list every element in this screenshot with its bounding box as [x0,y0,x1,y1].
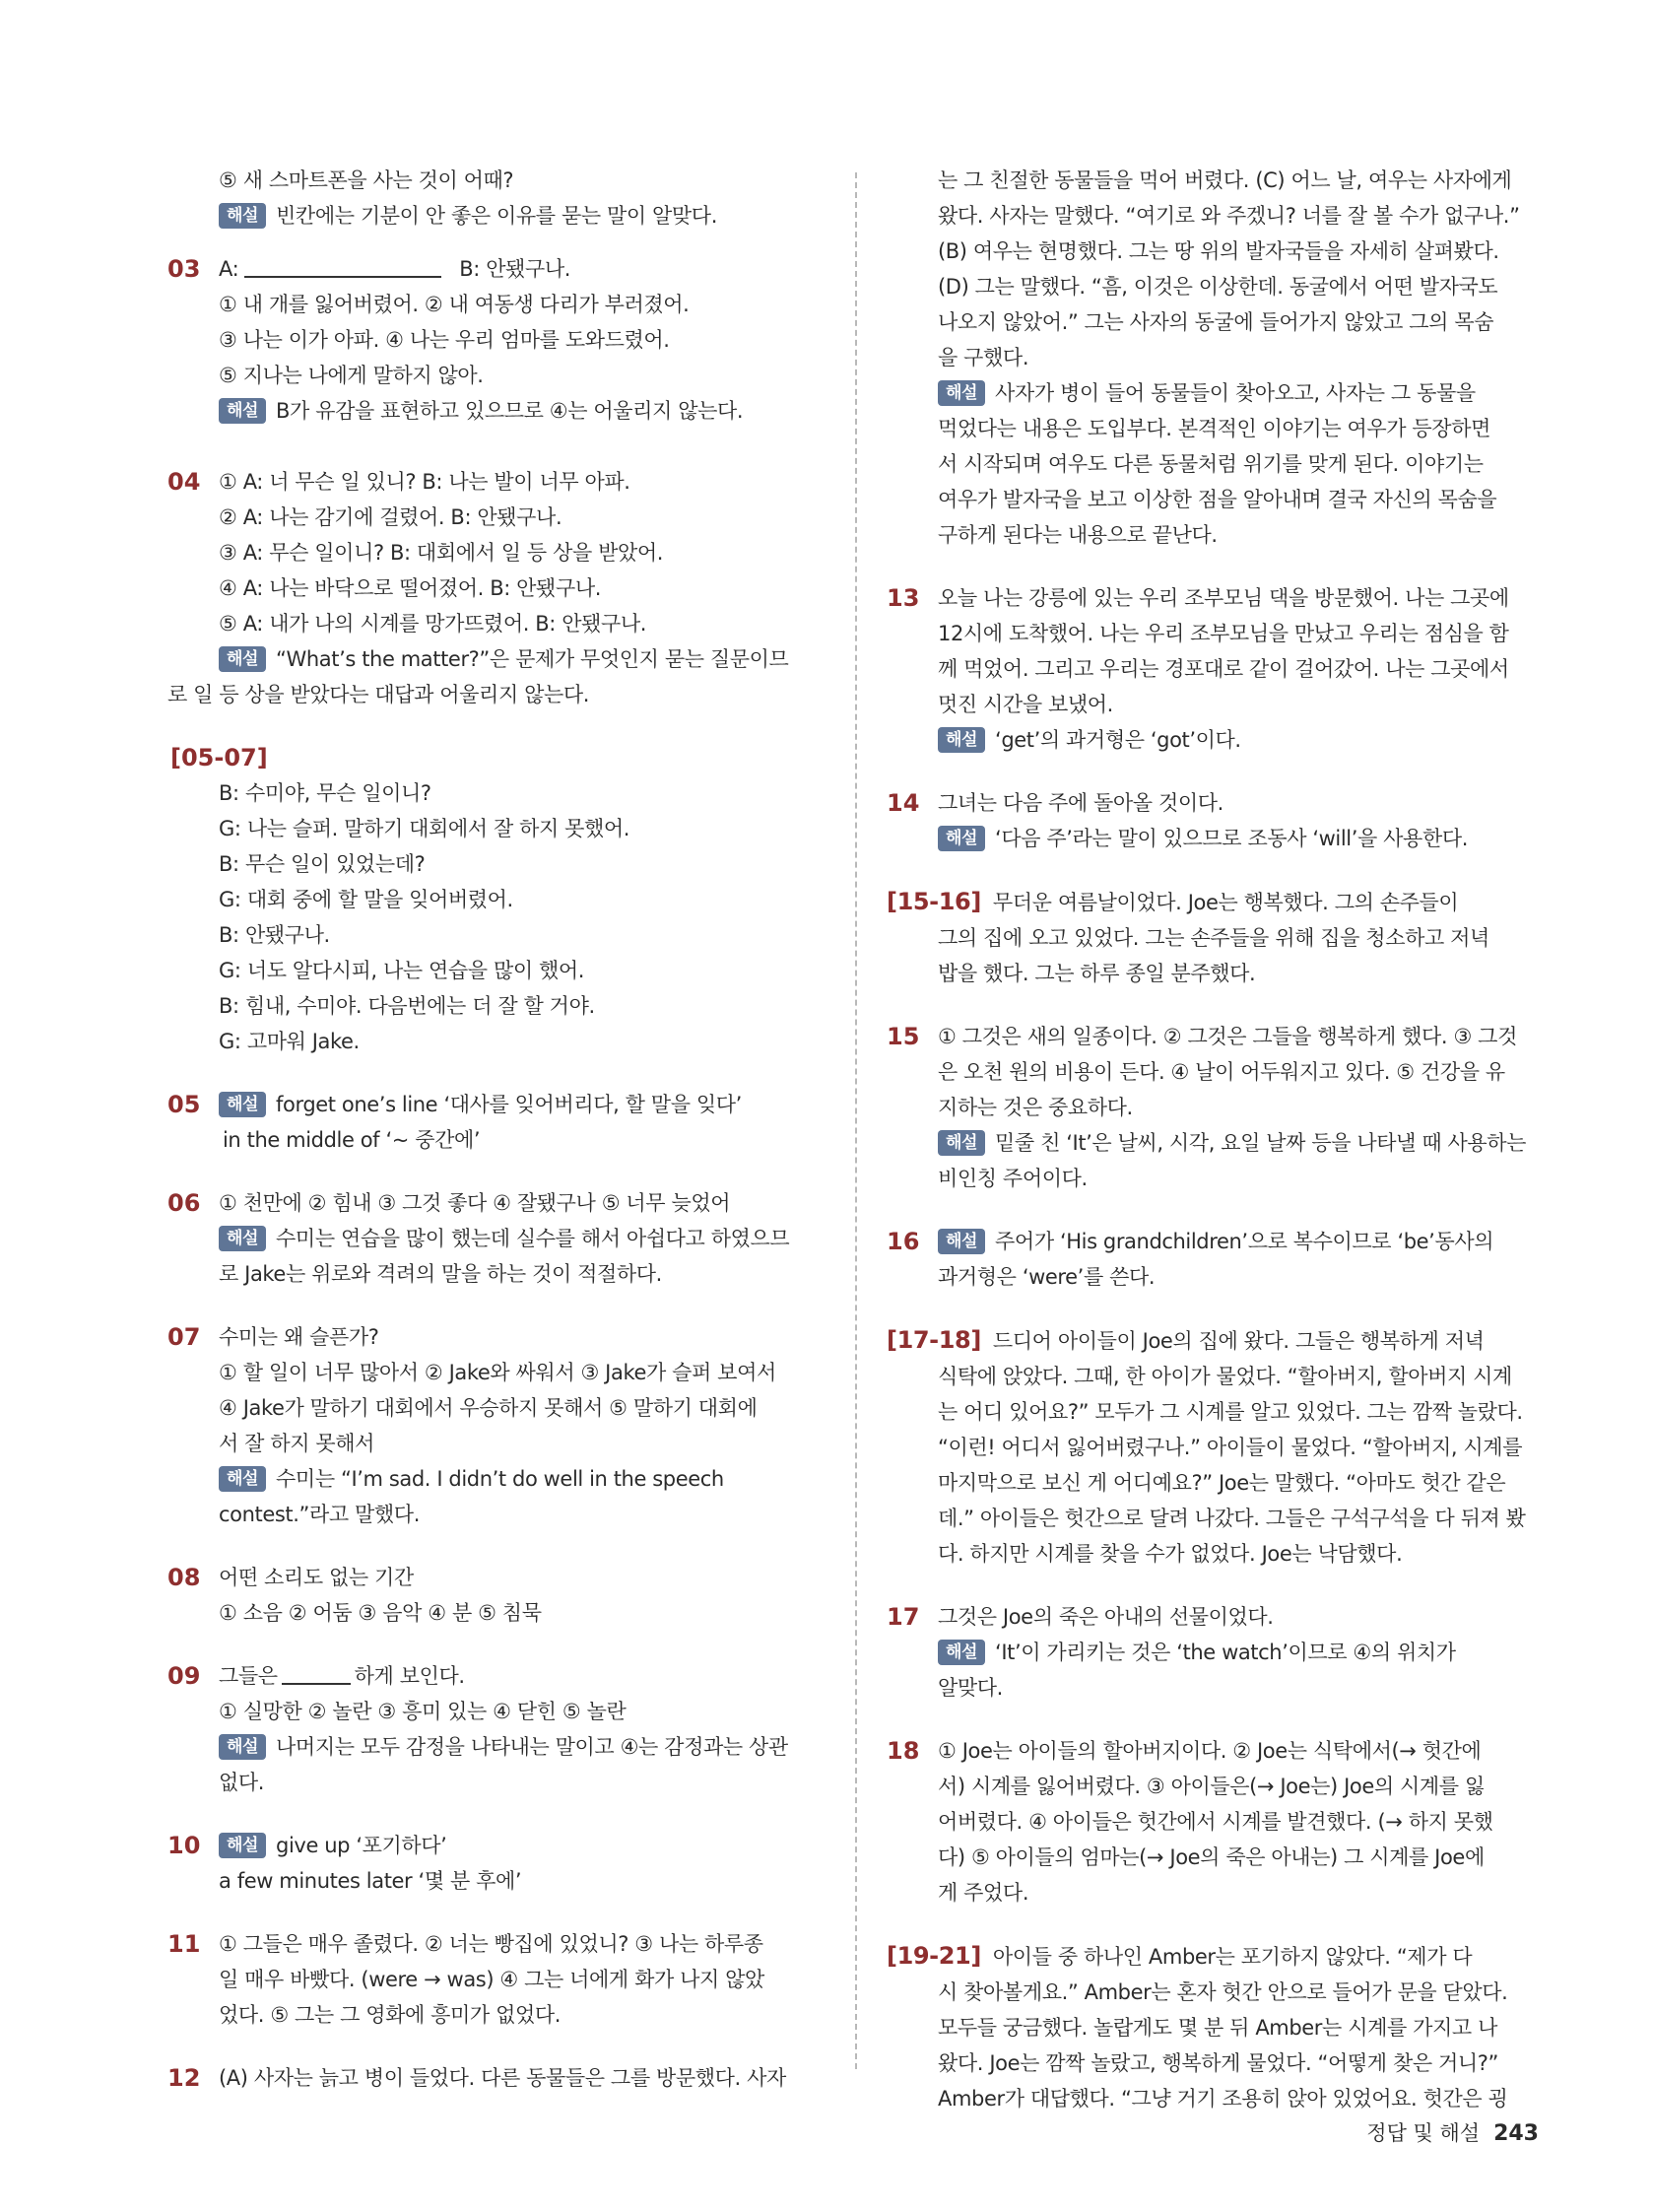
explanation [219,1828,818,1863]
passage-line: 12시에 도착했어. 나는 우리 조부모님을 만났고 우리는 점심을 함 [938,622,1509,645]
question-number: 11 [167,1930,201,1958]
section-15-16 [887,884,1537,991]
page-footer [1366,2118,1539,2149]
question-number: 08 [167,1564,201,1591]
explanation-text: ‘It’이 가리키는 것은 ‘the watch’이므로 ④의 위치가 [995,1641,1456,1664]
passage-line: 그녀는 다음 주에 돌아올 것이다. [938,791,1223,815]
passage-line: 왔다. 사자는 말했다. “여기로 와 주겠니? 너를 잘 볼 수가 없구나.” [938,204,1520,228]
passage-line: 는 어디 있어요?” 모두가 그 시계를 알고 있었다. 그는 깜짝 놀랐다. [938,1400,1523,1424]
section-title: [15-16] [887,888,981,915]
question-number: 18 [887,1737,920,1765]
passage-line: 밥을 했다. 그는 하루 종일 분주했다. [938,962,1256,985]
question-number: 06 [167,1189,201,1217]
option-line: 서 잘 하지 못해서 [219,1432,375,1455]
explanation-text: 밑줄 친 ‘It’은 날씨, 시각, 요일 날짜 등을 나타낼 때 사용하는 [995,1131,1527,1155]
explanation-text: B가 유감을 표현하고 있으므로 ④는 어울리지 않는다. [276,399,744,423]
passage-line: 오늘 나는 강릉에 있는 우리 조부모님 댁을 방문했어. 나는 그곳에 [938,586,1509,610]
explanation-badge: 해설 [219,203,266,229]
passage-line: (B) 여우는 현명했다. 그는 땅 위의 발자국들을 자세히 살펴봤다. [938,239,1499,263]
passage-line: 마지막으로 보신 게 어디예요?” Joe는 말했다. “아마도 헛간 같은 [938,1471,1506,1495]
speaker-b-text: B: 안됐구나. [459,257,571,281]
question-12-continued [887,163,1537,553]
option-line: ④ A: 나는 바닥으로 떨어졌어. B: 안됐구나. [219,576,601,600]
column-divider [855,172,857,2069]
option-line: ① 그것은 새의 일종이다. ② 그것은 그들을 행복하게 했다. ③ 그것 [938,1025,1517,1048]
option-line: ① 실망한 ② 놀란 ③ 흥미 있는 ④ 닫힌 ⑤ 놀란 [219,1700,627,1723]
dialogue-line: G: 대회 중에 할 말을 잊어버렸어. [219,888,513,911]
passage-line: 식탁에 앉았다. 그때, 한 아이가 물었다. “할아버지, 할아버지 시계 [938,1365,1512,1388]
explanation-badge: 해설 [938,1640,985,1665]
question-text [219,1658,818,1694]
dialogue-line: G: 너도 알다시피, 나는 연습을 많이 했어. [219,959,585,982]
explanation [938,1224,1537,1259]
explanation-text: 주어가 ‘His grandchildren’으로 복수이므로 ‘be’동사의 [995,1230,1494,1253]
footer-label: 정답 및 해설 [1366,2121,1481,2145]
option-line: ③ A: 무슨 일이니? B: 대회에서 일 등 상을 받았어. [219,541,664,565]
explanation-badge: 해설 [938,1130,985,1156]
explanation-badge: 해설 [219,1226,266,1251]
question-number: 09 [167,1662,201,1690]
explanation-cont: 없다. [219,1771,265,1794]
question-06 [167,1185,818,1292]
explanation-cont: 서 시작되며 여우도 다른 동물처럼 위기를 맞게 된다. 이야기는 [938,452,1484,476]
explanation-text: 수미는 “I’m sad. I didn’t do well in the speech [276,1467,724,1491]
option-line: 서) 시계를 잃어버렸다. ③ 아이들은(→ Joe는) Joe의 시계를 잃 [938,1775,1485,1798]
option-line: ① A: 너 무슨 일 있니? B: 나는 발이 너무 아파. [219,470,630,494]
explanation [938,722,1537,758]
dialogue-line: B: 안됐구나. [219,923,330,947]
question-text-part: 하게 보인다. [354,1664,465,1688]
section-title: [17-18] [887,1326,981,1354]
option-line: 다) ⑤ 아이들의 엄마는(→ Joe의 죽은 아내는) 그 시계를 Joe에 [938,1845,1485,1869]
explanation-text: 수미는 연습을 많이 했는데 실수를 해서 아쉽다고 하였으므 [276,1227,790,1250]
explanation [219,1221,818,1256]
left-column [167,163,818,2123]
question-07 [167,1319,818,1532]
dialogue-line: B: 수미야, 무슨 일이니? [219,781,431,805]
question-15 [887,1019,1537,1196]
passage-line: (A) 사자는 늙고 병이 들었다. 다른 동물들은 그를 방문했다. 사자 [219,2066,786,2090]
speaker-a-label: A: [219,257,239,281]
question-12 [167,2060,818,2096]
option-line: ① 내 개를 잃어버렸어. ② 내 여동생 다리가 부러졌어. [219,293,690,316]
question-05 [167,1087,818,1158]
question-number: 05 [167,1091,201,1118]
explanation-badge: 해설 [219,1466,266,1492]
explanation [219,1729,818,1765]
question-number: 04 [167,468,201,496]
option-line: ① Joe는 아이들의 할아버지이다. ② Joe는 식탁에서(→ 헛간에 [938,1739,1482,1763]
question-14 [887,785,1537,856]
explanation [938,821,1537,856]
section-17-18 [887,1322,1537,1572]
section-title: [19-21] [887,1942,981,1970]
explanation [938,375,1537,411]
explanation-badge: 해설 [938,380,985,406]
passage-text: 드디어 아이들이 Joe의 집에 왔다. 그들은 행복하게 저녁 [992,1329,1485,1353]
passage-line: 왔다. Joe는 깜짝 놀랐고, 행복하게 물었다. “어떻게 찾은 거니?” [938,2051,1498,2075]
option-line: ① 소음 ② 어둠 ③ 음악 ④ 분 ⑤ 침묵 [219,1601,542,1625]
section-19-21 [887,1938,1537,2116]
explanation-cont: 구하게 된다는 내용으로 끝난다. [938,523,1218,547]
option-line: ⑤ A: 내가 나의 시계를 망가뜨렸어. B: 안됐구나. [219,612,647,636]
question-17 [887,1599,1537,1706]
option-line: ① 천만에 ② 힘내 ③ 그것 좋다 ④ 잘됐구나 ⑤ 너무 늦었어 [219,1191,731,1215]
question-number: 17 [887,1603,920,1631]
explanation-cont: 로 일 등 상을 받았다는 대답과 어울리지 않는다. [167,683,590,706]
question-08 [167,1560,818,1631]
passage-line: “이런! 어디서 잃어버렸구나.” 아이들이 물었다. “할아버지, 시계를 [938,1436,1523,1459]
question-text: 수미는 왜 슬픈가? [219,1325,379,1349]
option-line: 지하는 것은 중요하다. [938,1096,1133,1119]
explanation-cont: 로 Jake는 위로와 격려의 말을 하는 것이 적절하다. [219,1262,662,1286]
option-line: ① 할 일이 너무 많아서 ② Jake와 싸워서 ③ Jake가 슬퍼 보여서 [219,1361,776,1384]
question-number: 15 [887,1023,920,1050]
option-line: 어버렸다. ④ 아이들은 헛간에서 시계를 발견했다. (→ 하지 못했 [938,1810,1493,1834]
question-13 [887,580,1537,758]
question-text-part: 그들은 [219,1664,278,1688]
question-text: 어떤 소리도 없는 기간 [219,1566,414,1589]
explanation-cont: 알맞다. [938,1676,1003,1700]
option-line: ② A: 나는 감기에 걸렸어. B: 안됐구나. [219,505,562,529]
explanation-cont: contest.”라고 말했다. [219,1503,420,1526]
question-02-tail [167,163,818,234]
explanation-text: 사자가 병이 들어 동물들이 찾아오고, 사자는 그 동물을 [995,381,1476,405]
answer-blank [282,1663,351,1685]
question-number: 10 [167,1832,201,1859]
option-line: ⑤ 새 스마트폰을 사는 것이 어때? [219,168,514,192]
option-line: 게 주었다. [938,1881,1029,1905]
explanation [938,1635,1537,1670]
explanation-badge: 해설 [219,646,266,672]
question-09 [167,1658,818,1800]
explanation-cont: 먹었다는 내용은 도입부다. 본격적인 이야기는 여우가 등장하면 [938,417,1490,440]
passage-line: Amber가 대답했다. “그냥 거기 조용히 앉아 있었어요. 헛간은 굉 [938,2087,1508,2111]
explanation-badge: 해설 [938,727,985,753]
question-number: 13 [887,584,920,612]
passage-line: 데.” 아이들은 헛간으로 달려 나갔다. 그들은 구석구석을 다 뒤져 봤 [938,1507,1526,1530]
explanation-badge: 해설 [219,1734,266,1760]
question-10 [167,1828,818,1899]
section-title: [05-07] [170,744,268,771]
answer-blank [244,256,441,278]
option-line: 일 매우 바빴다. (were → was) ④ 그는 너에게 화가 나지 않았 [219,1968,764,1991]
passage-line [887,1938,1537,1975]
explanation-cont: a few minutes later ‘몇 분 후에’ [219,1869,522,1893]
question-number: 07 [167,1323,201,1351]
page-number: 243 [1493,2121,1539,2146]
passage-line: 다. 하지만 시계를 찾을 수가 없었다. Joe는 낙담했다. [938,1542,1403,1566]
dialogue-line: G: 고마워 Jake. [219,1030,360,1053]
dialogue-line: G: 나는 슬퍼. 말하기 대회에서 잘 하지 못했어. [219,817,630,840]
explanation-text: ‘get’의 과거형은 ‘got’이다. [995,728,1241,752]
passage-line: 모두들 궁금했다. 놀랍게도 몇 분 뒤 Amber는 시계를 가지고 나 [938,2016,1497,2040]
dialogue-line: B: 힘내, 수미야. 다음번에는 더 잘 할 거야. [219,994,595,1018]
passage-line: 께 먹었어. 그리고 우리는 경포대로 같이 걸어갔어. 나는 그곳에서 [938,657,1509,681]
option-line: ③ 나는 이가 아파. ④ 나는 우리 엄마를 도와드렸어. [219,328,670,352]
explanation-text: give up ‘포기하다’ [276,1834,447,1857]
explanation-cont: 여우가 발자국을 보고 이상한 점을 알아내며 결국 자신의 목숨을 [938,488,1497,511]
question-03 [167,251,818,429]
explanation [219,393,818,429]
explanation [219,198,818,234]
passage-line: 는 그 친절한 동물들을 먹어 버렸다. (C) 어느 날, 여우는 사자에게 [938,168,1512,192]
question-number: 14 [887,789,920,817]
dialogue-line [219,251,818,287]
explanation-badge: 해설 [219,398,266,424]
question-number: 16 [887,1228,920,1255]
explanation [219,1461,818,1497]
passage-line: 그것은 Joe의 죽은 아내의 선물이었다. [938,1605,1274,1629]
passage-line [887,884,1537,920]
passage-text: 무더운 여름날이었다. Joe는 행복했다. 그의 손주들이 [992,891,1459,914]
option-line: ⑤ 지나는 나에게 말하지 않아. [219,364,484,387]
explanation-text: “What’s the matter?”은 문제가 무엇인지 묻는 질문이므 [276,647,789,671]
question-18 [887,1733,1537,1910]
option-line: ① 그들은 매우 졸렸다. ② 너는 빵집에 있었니? ③ 나는 하루종 [219,1932,763,1956]
explanation-text: 빈칸에는 기분이 안 좋은 이유를 묻는 말이 알맞다. [276,204,717,228]
explanation-cont: 과거형은 ‘were’를 쓴다. [938,1265,1156,1289]
passage-line: 시 찾아볼게요.” Amber는 혼자 헛간 안으로 들어가 문을 닫았다. [938,1980,1508,2004]
question-16 [887,1224,1537,1295]
option-line: 은 오천 원의 비용이 든다. ④ 날이 어두워지고 있다. ⑤ 건강을 유 [938,1060,1505,1084]
question-number: 12 [167,2064,201,2092]
passage-line: 멋진 시간을 보냈어. [938,693,1113,716]
explanation-text: forget one’s line ‘대사를 잊어버리다, 할 말을 잊다’ [276,1093,742,1116]
question-number: 03 [167,255,201,283]
option-line: ④ Jake가 말하기 대회에서 우승하지 못해서 ⑤ 말하기 대회에 [219,1396,758,1420]
explanation [219,1087,818,1122]
question-04 [167,464,818,712]
right-column [887,163,1537,2144]
explanation-badge: 해설 [219,1833,266,1858]
explanation-badge: 해설 [938,1229,985,1254]
passage-line: 그의 집에 오고 있었다. 그는 손주들을 위해 집을 청소하고 저녁 [938,926,1489,950]
passage-text: 아이들 중 하나인 Amber는 포기하지 않았다. “제가 다 [992,1945,1473,1969]
passage-line: 을 구했다. [938,346,1029,369]
passage-line: (D) 그는 말했다. “흠, 이것은 이상한데. 동굴에서 어떤 발자국도 [938,275,1498,299]
option-line: 었다. ⑤ 그는 그 영화에 흥미가 없었다. [219,2003,562,2027]
explanation [219,641,818,677]
explanation-badge: 해설 [219,1092,266,1117]
passage-line: 나오지 않았어.” 그는 사자의 동굴에 들어가지 않았고 그의 목숨 [938,310,1494,334]
question-11 [167,1926,818,2033]
explanation [938,1125,1537,1161]
explanation-cont: in the middle of ‘~ 중간에’ [223,1128,481,1152]
explanation-text: 나머지는 모두 감정을 나타내는 말이고 ④는 감정과는 상관 [276,1735,788,1759]
explanation-text: ‘다음 주’라는 말이 있으므로 조동사 ‘will’을 사용한다. [995,827,1468,850]
passage-line [887,1322,1537,1359]
explanation-badge: 해설 [938,826,985,851]
dialogue-line: B: 무슨 일이 있었는데? [219,852,426,876]
section-05-07 [167,740,818,1059]
explanation-cont: 비인칭 주어이다. [938,1167,1088,1190]
